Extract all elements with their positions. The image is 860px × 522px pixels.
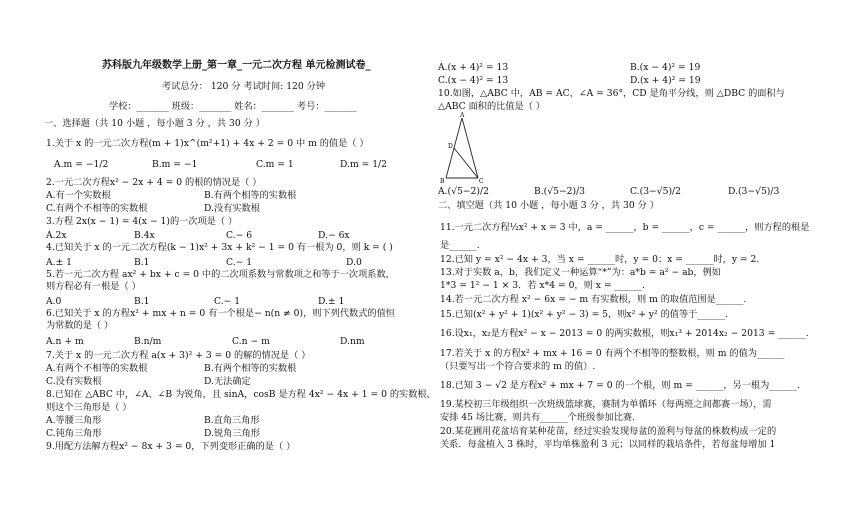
q10-triangle-figure (440, 112, 486, 184)
q6-option-c[interactable]: C.n − m (232, 336, 270, 347)
q3-option-c[interactable]: C.− 6 (226, 230, 253, 241)
q10-option-a[interactable]: A.(√5−2)/2 (438, 186, 489, 197)
q2-stem: 2.一元二次方程x² − 2x + 4 = 0 的根的情况是（ ） (46, 177, 262, 188)
q16-text: 16.设x₁，x₂是方程x² − x − 2013 = 0 的两实数根，则x₁³ + 2014x₂ − 2013 = ______. (440, 328, 809, 339)
q9-stem: 9.用配方法解方程x² − 8x + 3 = 0，下列变形正确的是（ ） (46, 441, 296, 452)
exam-info: 考试总分： 120 分 考试时间: 120 分钟 (162, 81, 326, 92)
q1-option-b[interactable]: B.m = −1 (152, 159, 198, 170)
q2-option-b[interactable]: B.有两个相等的实数根 (204, 190, 297, 201)
q19-text: 19.某校初三年级组织一次班级篮球赛，赛制为单循环（每两班之间都赛一场），需 (440, 399, 772, 410)
q8-option-a[interactable]: A.等腰三角形 (46, 415, 102, 426)
q6-option-d[interactable]: D.nm (340, 336, 365, 347)
q3-stem: 3.方程 2x(x − 1) = 4(x − 1)的一次项是（ ） (46, 216, 238, 227)
q7-stem: 7.关于 x 的一元二次方程 a(x + 3)² + 3 = 0 的解的情况是（ ） (46, 350, 311, 361)
fig-label-c: C (479, 178, 484, 184)
q6-option-b[interactable]: B.n/m (134, 336, 162, 347)
q8-stem-2: 则这个三角形是（ ） (46, 402, 132, 413)
q19-text-2: 安排 45 场比赛，则共有______个班级参加比赛. (440, 412, 636, 423)
q14-text: 14.若一元二次方程 x² − 6x = − m 有实数根，则 m 的取值范围是______. (440, 294, 747, 305)
q20-text: 20.某花圃用花盆培育某种花苗，经过实验发现每盆的盈利与每盆的株数构成一定的 (440, 426, 777, 437)
q5-stem: 5.若一元二次方程 ax² + bx + c = 0 中的二次项系数与常数项之和等于一次项系数， (46, 269, 395, 280)
fig-label-d: D (448, 143, 453, 150)
q17-text-2: （只要写出一个符合要求的 m 的值）. (440, 361, 596, 372)
q6-stem-2: 为常数的是（ ） (46, 320, 114, 331)
exam-title: 苏科版九年级数学上册_第一章_一元二次方程 单元检测试卷_ (102, 60, 371, 71)
q5-option-a[interactable]: A.0 (46, 296, 62, 307)
q9-option-c[interactable]: C.(x − 4)² = 13 (438, 75, 509, 86)
q1-stem: 1.关于 x 的一元二次方程(m + 1)x^(m²+1) + 4x + 2 = 0 中 m 的值是（ ） (46, 138, 369, 149)
q10-option-b[interactable]: B.(√5−2)/3 (534, 186, 586, 197)
q5-option-b[interactable]: B.1 (134, 296, 150, 307)
q2-option-a[interactable]: A.有一个实数根 (46, 190, 111, 201)
q7-option-b[interactable]: B.有两个相等的实数根 (204, 363, 297, 374)
q6-stem: 6.已知关于 x 的方程x² + mx + n = 0 有一个根是− n(n ≠ 0)，则下列代数式的值恒 (46, 308, 395, 319)
q10-stem-2: △ABC 面积的比值是（ ） (438, 101, 545, 112)
q4-option-c[interactable]: C.− 1 (226, 257, 253, 268)
q7-option-c[interactable]: C.没有实数根 (46, 376, 102, 387)
q8-stem: 8.已知在 △ABC 中，∠A、∠B 为锐角，且 sinA，cosB 是方程 4x² − 4x + 1 = 0 的实数根， (46, 389, 436, 400)
q7-option-d[interactable]: D.无法确定 (204, 376, 251, 387)
fig-label-b: B (440, 178, 445, 184)
q6-option-a[interactable]: A.n + m (46, 336, 84, 347)
q17-text: 17.若关于 x 的方程x² + mx + 16 = 0 有两个不相等的整数根，则 m 的值为______ (440, 348, 785, 359)
q1-option-a[interactable]: A.m = −1/2 (54, 159, 109, 170)
q8-option-c[interactable]: C.钝角三角形 (46, 428, 102, 439)
q8-option-b[interactable]: B.直角三角形 (204, 415, 260, 426)
q9-option-b[interactable]: B.(x − 4)² = 19 (630, 62, 701, 73)
q13-text-2: 1*3 = 1² − 1 × 3．若 x*4 = 0，则 x = ______. (440, 280, 645, 291)
q11-text: 11.一元二次方程½x² + x = 3 中，a = ______，b = ______，c = ______，则方程的根是 (440, 222, 810, 233)
q11-text-2: 是______. (440, 240, 480, 251)
q10-stem: 10.如图，△ABC 中，AB = AC，∠A = 36°，CD 是角平分线，则 △DBC 的面积与 (438, 88, 785, 99)
q5-option-d[interactable]: D.± 1 (318, 296, 345, 307)
q10-option-c[interactable]: C.(3−√5)/2 (630, 186, 681, 197)
q18-text: 18.已知 3 − √2 是方程x² + mx + 7 = 0 的一个根，则 m = ______，另一根为______. (440, 380, 800, 391)
section2-heading: 二、填空题（共 10 小题 ，每小题 3 分 ，共 30 分 ） (438, 200, 659, 211)
q2-option-d[interactable]: D.没有实数根 (204, 203, 260, 214)
q5-stem-2: 则方程必有一根是（ ） (46, 281, 141, 292)
q1-option-c[interactable]: C.m = 1 (256, 159, 294, 170)
q2-option-c[interactable]: C.有两个不相等的实数根 (46, 203, 148, 214)
q9-option-a[interactable]: A.(x + 4)² = 13 (438, 62, 509, 73)
section1-heading: 一、选择题（共 10 小题 ，每小题 3 分 ，共 30 分 ） (44, 118, 265, 129)
q3-option-a[interactable]: A.2x (46, 230, 67, 241)
q5-option-c[interactable]: C.− 1 (214, 296, 241, 307)
q20-text-2: 关系．每盆植入 3 株时，平均单株盈利 3 元；以同样的栽培条件，若每盆每增加 1 (440, 439, 776, 450)
student-info: 学校：_______ 班级：_______ 姓名：_______ 考号：_______ (109, 101, 357, 112)
q4-option-d[interactable]: D.0 (346, 257, 362, 268)
q1-option-d[interactable]: D.m = 1/2 (340, 159, 387, 170)
q7-option-a[interactable]: A.有两个不相等的实数根 (46, 363, 148, 374)
q9-option-d[interactable]: D.(x + 4)² = 19 (630, 75, 701, 86)
q4-stem: 4.已知关于 x 的一元二次方程(k − 1)x² + 3x + k² − 1 = 0 有一根为 0，则 k = ( ) (46, 242, 393, 253)
q4-option-b[interactable]: B.1 (134, 257, 150, 268)
q8-option-d[interactable]: D.锐角三角形 (204, 428, 260, 439)
q13-text: 13.对于实数 a，b，我们定义一种运算“*”为：a*b = a² − ab，例如 (440, 267, 721, 278)
q15-text: 15.已知(x² + y² + 1)(x² + y² − 3) = 5，则x² + y² 的值等于______. (440, 309, 728, 320)
fig-label-a: A (460, 112, 465, 119)
q4-option-a[interactable]: A.± 1 (46, 257, 73, 268)
q3-option-d[interactable]: D.− 6x (318, 230, 350, 241)
q3-option-b[interactable]: B.4x (134, 230, 155, 241)
q12-text: 12.已知 y = x² − 4x + 3，当 x = ______时，y = 0；x = ______时，y = 2. (440, 254, 760, 265)
q10-option-d[interactable]: D.(3−√5)/3 (728, 186, 780, 197)
